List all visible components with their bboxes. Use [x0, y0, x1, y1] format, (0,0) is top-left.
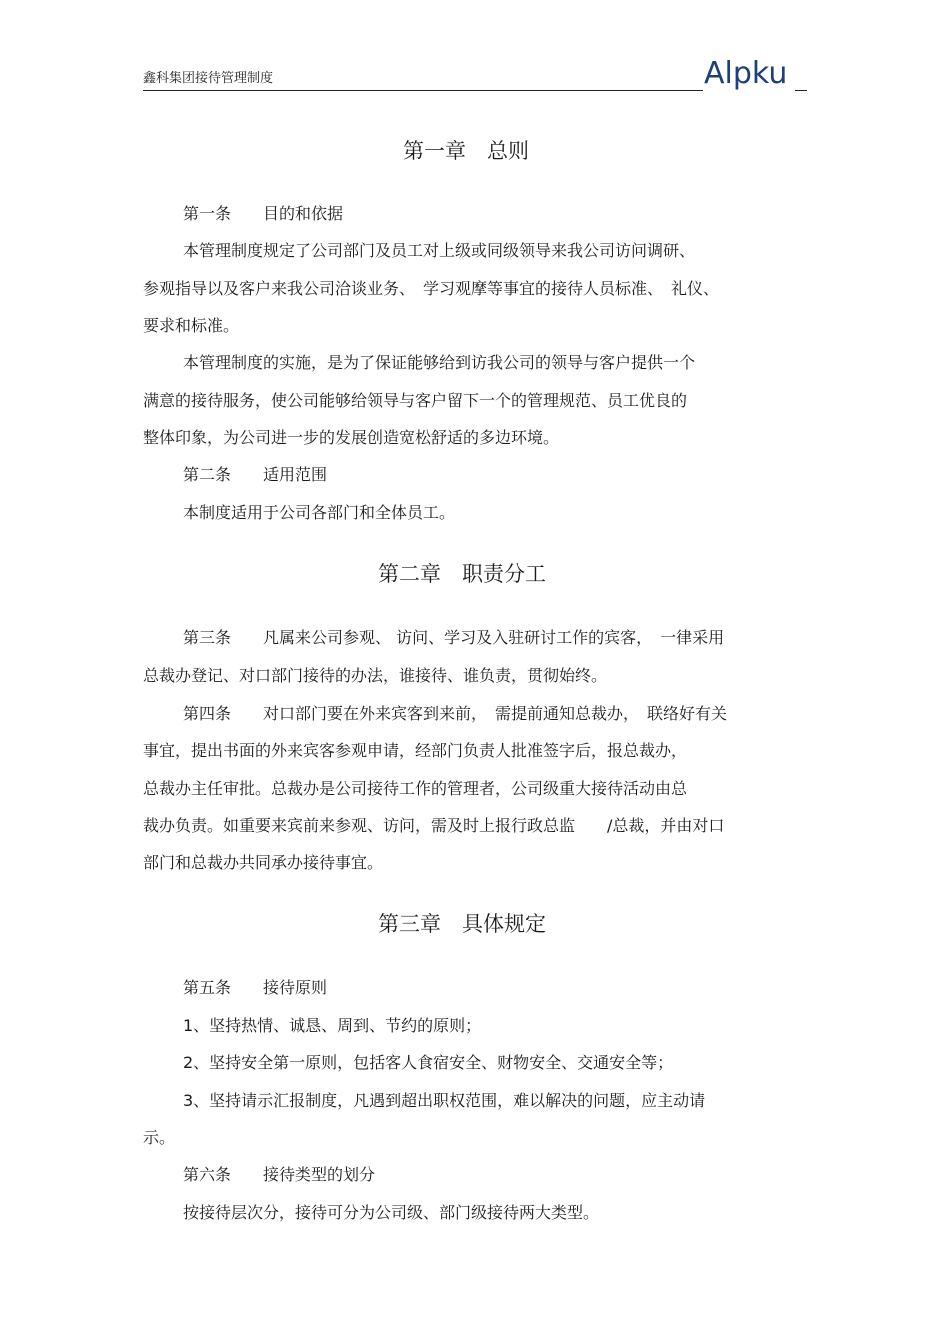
header-rule — [143, 90, 703, 91]
paragraph-line: 本制度适用于公司各部门和全体员工。 — [183, 503, 456, 522]
paragraph-line: 本管理制度规定了公司部门及员工对上级或同级领导来我公司访问调研、 — [183, 241, 696, 260]
paragraph-line: 按接待层次分，接待可分为公司级、部门级接待两大类型。 — [183, 1203, 600, 1222]
chapter-heading: 第三章 具体规定 — [378, 912, 546, 936]
paragraph-line: 整体印象，为公司进一步的发展创造宽松舒适的多边环境。 — [143, 428, 560, 447]
header-rule-end — [795, 90, 807, 91]
list-item: 2、坚持安全第一原则，包括客人食宿安全、财物安全、交通安全等； — [183, 1053, 674, 1072]
paragraph-line: 示。 — [143, 1128, 176, 1147]
paragraph-line: 第四条 对口部门要在外来宾客到来前， 需提前通知总裁办， 联络好有关 — [183, 704, 728, 723]
list-item: 1、坚持热情、诚恳、周到、节约的原则； — [183, 1016, 482, 1035]
article-heading: 第五条 接待原则 — [183, 978, 328, 997]
list-item: 3、坚持请示汇报制度，凡遇到超出职权范围，难以解决的问题，应主动请 — [183, 1091, 706, 1110]
article-heading: 第二条 适用范围 — [183, 465, 328, 484]
paragraph-line: 总裁办主任审批。总裁办是公司接待工作的管理者，公司级重大接待活动由总 — [143, 779, 688, 798]
chapter-heading: 第二章 职责分工 — [378, 562, 546, 586]
article-heading: 第六条 接待类型的划分 — [183, 1165, 376, 1184]
logo-text: Alpku — [704, 56, 788, 91]
paragraph-line: 本管理制度的实施，是为了保证能够给到访我公司的领导与客户提供一个 — [183, 353, 696, 372]
article-heading: 第一条 目的和依据 — [183, 204, 344, 223]
paragraph-line: 部门和总裁办共同承办接待事宜。 — [143, 853, 384, 872]
paragraph-line: 要求和标准。 — [143, 316, 240, 335]
paragraph-line: 裁办负责。如重要来宾前来参观、访问，需及时上报行政总监 /总裁，并由对口 — [143, 816, 725, 835]
company-logo — [704, 52, 796, 92]
chapter-heading: 第一章 总则 — [403, 139, 529, 163]
paragraph-line: 满意的接待服务，使公司能够给领导与客户留下一个的管理规范、员工优良的 — [143, 391, 688, 410]
paragraph-line: 事宜，提出书面的外来宾客参观申请，经部门负责人批准签字后，报总裁办， — [143, 741, 688, 760]
paragraph-line: 总裁办登记、对口部门接待的办法，谁接待、谁负责，贯彻始终。 — [143, 666, 608, 685]
document-header-title: 鑫科集团接待管理制度 — [143, 71, 274, 86]
paragraph-line: 参观指导以及客户来我公司洽谈业务、 学习观摩等事宜的接待人员标准、 礼仪、 — [143, 279, 720, 298]
paragraph-line: 第三条 凡属来公司参观、 访问、学习及入驻研讨工作的宾客， 一律采用 — [183, 628, 725, 647]
